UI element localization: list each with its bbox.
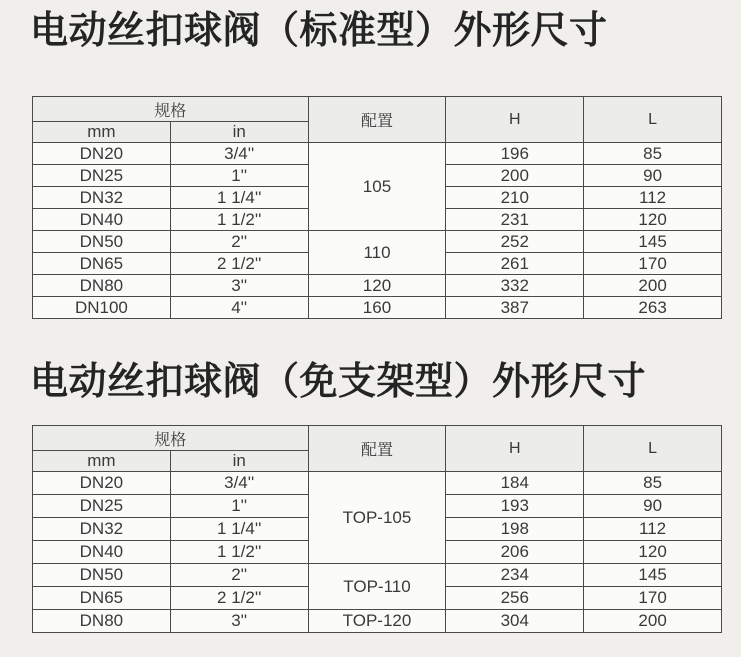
cell-size-in: 3'' [170,275,308,297]
table-row [33,472,722,495]
cell-size-mm: DN32 [33,518,171,541]
cell-size-mm: DN32 [33,187,171,209]
cell-size-mm: DN65 [33,587,171,610]
cell-dimension-h: 332 [446,275,584,297]
cell-dimension-l: 170 [584,253,722,275]
cell-dimension-h: 198 [446,518,584,541]
cell-size-mm: DN80 [33,610,171,633]
table-row [33,143,722,165]
cell-config: 120 [308,275,446,297]
cell-dimension-h: 196 [446,143,584,165]
table-row [33,610,722,633]
cell-size-in: 1 1/2'' [170,541,308,564]
table-row [33,564,722,587]
table-body [33,472,722,633]
cell-dimension-h: 210 [446,187,584,209]
col-header-in: in [170,122,308,143]
standard-type-dimension-table [32,96,722,319]
col-header-in: in [170,451,308,472]
cell-size-mm: DN50 [33,564,171,587]
cell-config: TOP-105 [308,472,446,564]
cell-size-in: 2 1/2'' [170,587,308,610]
cell-dimension-h: 387 [446,297,584,319]
cell-dimension-l: 263 [584,297,722,319]
cell-dimension-l: 200 [584,610,722,633]
cell-size-in: 2'' [170,564,308,587]
cell-dimension-h: 234 [446,564,584,587]
table-row [33,297,722,319]
section-standard-type [30,8,741,319]
cell-config: 110 [308,231,446,275]
cell-dimension-l: 120 [584,209,722,231]
bracket-free-type-dimension-table [32,425,722,633]
table-row [33,275,722,297]
cell-size-mm: DN40 [33,209,171,231]
col-header-l: L [584,97,722,143]
cell-dimension-h: 252 [446,231,584,253]
cell-dimension-h: 184 [446,472,584,495]
cell-dimension-h: 256 [446,587,584,610]
cell-dimension-h: 206 [446,541,584,564]
cell-size-in: 1'' [170,165,308,187]
cell-size-mm: DN25 [33,495,171,518]
table-header [33,426,722,472]
cell-dimension-l: 170 [584,587,722,610]
cell-size-mm: DN40 [33,541,171,564]
cell-dimension-l: 85 [584,143,722,165]
cell-size-mm: DN20 [33,143,171,165]
cell-dimension-l: 145 [584,564,722,587]
cell-dimension-l: 90 [584,495,722,518]
cell-dimension-h: 200 [446,165,584,187]
cell-config: TOP-110 [308,564,446,610]
standard-type-title: 电动丝扣球阀（标准型）外形尺寸 [30,10,608,52]
cell-size-in: 2 1/2'' [170,253,308,275]
cell-size-mm: DN100 [33,297,171,319]
cell-dimension-h: 304 [446,610,584,633]
bracket-free-type-title: 电动丝扣球阀（免支架型）外形尺寸 [30,361,647,403]
cell-size-in: 4'' [170,297,308,319]
cell-config: 105 [308,143,446,231]
cell-size-in: 1 1/4'' [170,187,308,209]
col-header-spec: 规格 [33,97,309,122]
table-row [33,231,722,253]
table-body [33,143,722,319]
cell-config: TOP-120 [308,610,446,633]
cell-size-mm: DN50 [33,231,171,253]
cell-size-mm: DN80 [33,275,171,297]
cell-dimension-h: 261 [446,253,584,275]
col-header-mm: mm [33,451,171,472]
cell-size-mm: DN20 [33,472,171,495]
cell-dimension-l: 85 [584,472,722,495]
col-header-spec: 规格 [33,426,309,451]
col-header-h: H [446,97,584,143]
cell-size-mm: DN65 [33,253,171,275]
cell-size-in: 1 1/2'' [170,209,308,231]
cell-dimension-l: 145 [584,231,722,253]
cell-size-in: 3/4'' [170,472,308,495]
cell-size-in: 3'' [170,610,308,633]
table-header [33,97,722,143]
section-bracket-free-type [30,359,741,633]
cell-size-in: 2'' [170,231,308,253]
cell-dimension-h: 231 [446,209,584,231]
col-header-l: L [584,426,722,472]
cell-size-in: 1 1/4'' [170,518,308,541]
cell-dimension-h: 193 [446,495,584,518]
cell-dimension-l: 112 [584,518,722,541]
col-header-h: H [446,426,584,472]
cell-size-in: 1'' [170,495,308,518]
cell-size-in: 3/4'' [170,143,308,165]
cell-dimension-l: 200 [584,275,722,297]
cell-size-mm: DN25 [33,165,171,187]
cell-dimension-l: 90 [584,165,722,187]
cell-dimension-l: 112 [584,187,722,209]
cell-dimension-l: 120 [584,541,722,564]
col-header-config: 配置 [308,97,446,143]
col-header-config: 配置 [308,426,446,472]
col-header-mm: mm [33,122,171,143]
cell-config: 160 [308,297,446,319]
